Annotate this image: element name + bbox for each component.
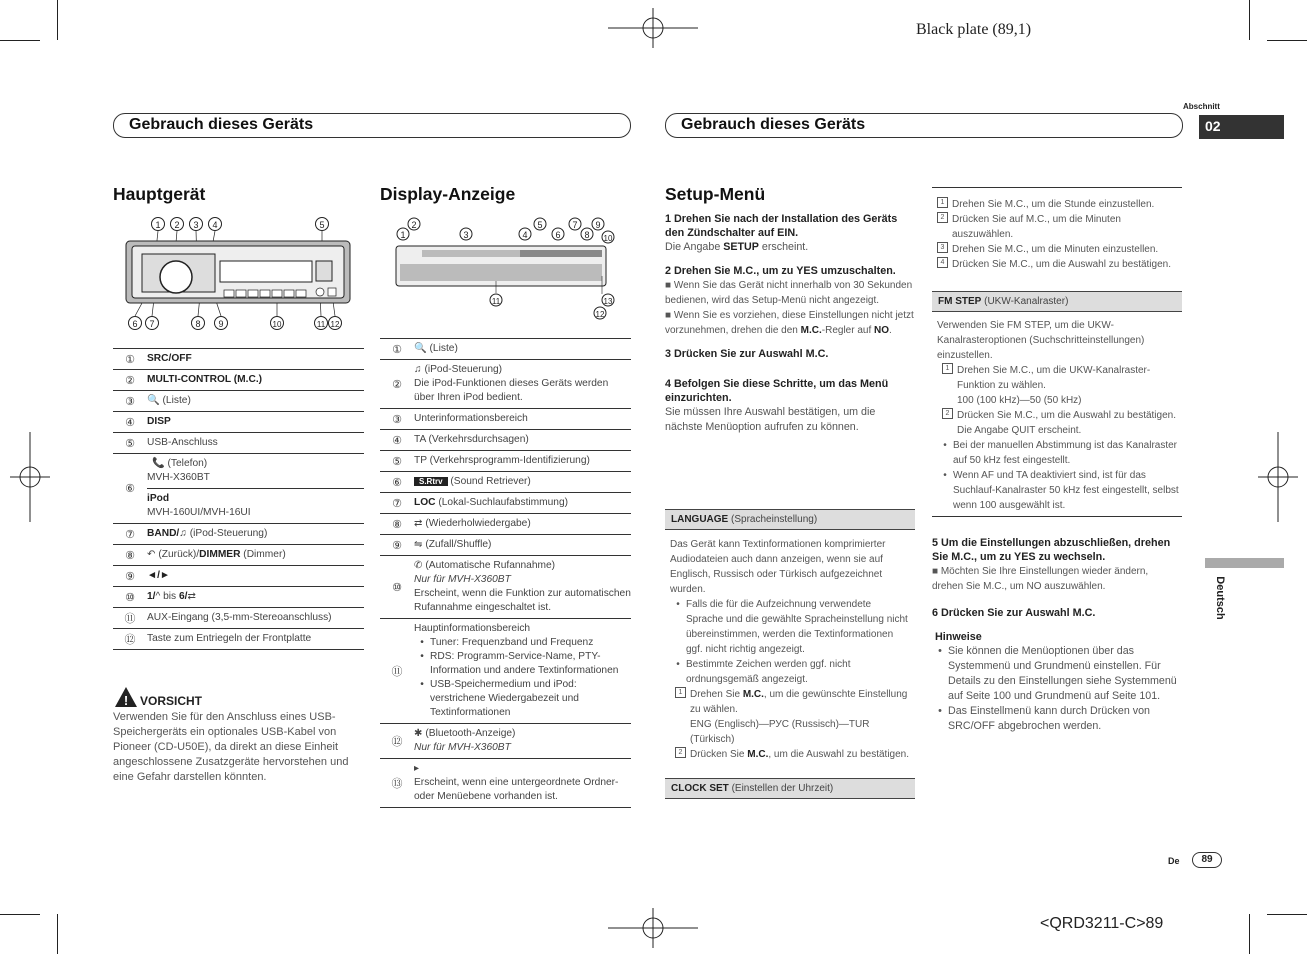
svg-text:4: 4 — [212, 220, 218, 230]
page-number: 89 — [1192, 852, 1222, 868]
search-icon: 🔍 — [414, 343, 427, 354]
table-row: ⑫ ✱ (Bluetooth-Anzeige) Nur für MVH-X360BT — [380, 723, 631, 758]
language-bar: LANGUAGE (Spracheinstellung) — [665, 509, 915, 530]
table-row: ③ 🔍 (Liste) — [113, 390, 364, 411]
list-item: 2 Drücken Sie auf M.C., um die Minuten auszuwählen. — [932, 212, 1180, 242]
warning-icon — [114, 686, 138, 708]
step-5-note: ■ Möchten Sie Ihre Einstellungen wieder ändern, drehen Sie M.C., um NO auszuwählen. — [932, 566, 1149, 592]
section-header-right: Gebrauch dieses Geräts — [665, 113, 1183, 138]
svg-text:11: 11 — [491, 297, 501, 306]
shuffle-icon: ⇋ — [414, 539, 423, 550]
footer-code: <QRD3211-C>89 — [1040, 915, 1164, 932]
registration-mark-right — [1258, 432, 1298, 522]
svg-text:1: 1 — [155, 220, 161, 230]
svg-text:13: 13 — [603, 297, 613, 306]
step-6: 6 Drücken Sie zur Auswahl M.C. — [932, 607, 1096, 619]
display-table — [380, 338, 631, 808]
hauptgeraet-title: Hauptgerät — [113, 184, 206, 204]
registration-mark-left — [10, 432, 50, 522]
table-row: ② MULTI-CONTROL (M.C.) — [113, 369, 364, 390]
list-item: 1 Drehen Sie M.C., um die gewünschte Einstellung zu wählen. ENG (Englisch)—РУС (Russisch)—TUR (Türkisch) — [670, 687, 910, 747]
svg-text:3: 3 — [193, 220, 199, 230]
note-icon: ■ — [932, 566, 939, 577]
svg-text:11: 11 — [316, 320, 326, 329]
fm-step-bar: FM STEP (UKW-Kanalraster) — [932, 291, 1182, 312]
svg-text:9: 9 — [218, 319, 224, 329]
setup-title: Setup-Menü — [665, 184, 766, 204]
svg-text:6: 6 — [555, 230, 561, 240]
list-item: • Bestimmte Zeichen werden ggf. nicht ordnungsgemäß angezeigt. — [676, 659, 851, 685]
svg-text:8: 8 — [584, 230, 590, 240]
list-item: 2 Drücken Sie M.C., um die Auswahl zu bestätigen. — [670, 747, 910, 762]
back-icon: ↶ — [147, 549, 156, 560]
caution-text: Verwenden Sie für den Anschluss eines USB-Speichergeräts ein optionales USB-Kabel von Pioneer (CD-U50E), da direkt an diese Einheit angeschlossene Zusatzgeräte hervorstehen und eine Gefahr darstellen könnten. — [113, 711, 349, 783]
fm-text: Verwenden Sie FM STEP, um die UKW-Kanalrasteroptionen (Suchschritteinstellungen) einzustellen. — [937, 320, 1145, 361]
table-row: ⑤ TP (Verkehrsprogramm-Identifizierung) — [380, 450, 631, 471]
step-2: 2 Drehen Sie M.C., um zu YES umzuschalten. — [665, 265, 896, 277]
list-item: 4 Drücken Sie M.C., um die Auswahl zu bestätigen. — [932, 257, 1180, 272]
svg-text:10: 10 — [272, 320, 282, 329]
registration-mark-bottom — [608, 908, 698, 948]
list-item: • Sie können die Menüoptionen über das Systemmenü und Grundmenü einstellen. Für Details zu den Einstellungen siehe Systemmenü auf Seite 100 und Grundmenü auf Seite 101. — [938, 645, 1177, 702]
table-row: ⑥ S.Rtrv (Sound Retriever) — [380, 471, 631, 492]
ipod-icon: ♫ — [179, 528, 187, 539]
registration-mark-top — [608, 8, 698, 48]
table-row: ⑨ ◄/► — [113, 565, 364, 586]
table-row: ③ Unterinformationsbereich — [380, 408, 631, 429]
list-item: 3 Drehen Sie M.C., um die Minuten einzustellen. — [932, 242, 1180, 257]
table-row: ⑥ 📞 (Telefon) MVH-X360BT iPod MVH-160UI/MVH-16UI — [113, 453, 364, 523]
page-lang: De — [1168, 856, 1180, 866]
svg-text:7: 7 — [572, 220, 578, 230]
table-row: ⑤ USB-Anschluss — [113, 432, 364, 453]
svg-text:4: 4 — [522, 230, 528, 240]
svg-text:5: 5 — [319, 220, 325, 230]
table-row: ⑨ ⇋ (Zufall/Shuffle) — [380, 534, 631, 555]
table-row: ⑦ LOC (Lokal-Suchlaufabstimmung) — [380, 492, 631, 513]
side-tab-label: Deutsch — [1214, 576, 1226, 620]
section-header-left: Gebrauch dieses Geräts — [113, 113, 631, 138]
step-1-text: Die Angabe SETUP erscheint. — [665, 241, 809, 253]
list-item: 1 Drehen Sie M.C., um die UKW-Kanalraster-Funktion zu wählen. 100 (100 kHz)—50 (50 kHz) — [937, 363, 1179, 408]
table-row: ⑦ BAND/♫ (iPod-Steuerung) — [113, 523, 364, 544]
step-1: 1 Drehen Sie nach der Installation des Geräts den Zündschalter auf EIN. — [665, 213, 898, 239]
display-illustration — [392, 214, 620, 324]
table-row: ⑫ Taste zum Entriegeln der Frontplatte — [113, 628, 364, 649]
table-row: ⑪ AUX-Eingang (3,5-mm-Stereoanschluss) — [113, 607, 364, 628]
step-4: 4 Befolgen Sie diese Schritte, um das Menü einzurichten. — [665, 378, 889, 404]
language-text: Das Gerät kann Textinformationen komprimierter Audiodateien auch dann anzeigen, wenn sie auf Englisch, Russisch oder Türkisch aufgezeichnet wurden. — [670, 539, 886, 595]
svg-text:2: 2 — [174, 220, 180, 230]
plate-label: Black plate (89,1) — [916, 21, 1032, 38]
up-icon: ^ — [155, 591, 161, 602]
svg-text:9: 9 — [595, 220, 601, 230]
svg-text:12: 12 — [595, 310, 605, 319]
svg-text:10: 10 — [603, 234, 613, 243]
note-icon: ■ — [665, 310, 672, 321]
list-item: • Bei der manuellen Abstimmung ist das Kanalraster auf 50 kHz fest eingestellt. — [943, 440, 1178, 466]
folder-level-icon: ▸ — [414, 763, 420, 774]
table-row: ⑧ ⇄ (Wiederholwiedergabe) — [380, 513, 631, 534]
table-row: ⑩ ✆ (Automatische Rufannahme) Nur für MVH-X360BT Erscheint, wenn die Funktion zur automatischen Rufannahme eingeschaltet ist. — [380, 555, 631, 618]
repeat-icon: ⇄ — [187, 591, 197, 602]
search-icon: 🔍 — [147, 395, 160, 406]
table-row: ④ DISP — [113, 411, 364, 432]
ipod-icon: ♫ — [414, 364, 422, 375]
list-item: • Das Einstellmenü kann durch Drücken von SRC/OFF abgebrochen werden. — [938, 705, 1150, 732]
svg-text:3: 3 — [463, 230, 469, 240]
display-title: Display-Anzeige — [380, 184, 516, 204]
section-number: 02 — [1199, 115, 1284, 139]
abschnitt-label: Abschnitt — [1183, 102, 1220, 111]
main-unit-illustration — [120, 214, 360, 334]
caution-title: VORSICHT — [140, 694, 203, 708]
svg-text:12: 12 — [330, 320, 340, 329]
repeat-icon: ⇄ — [414, 518, 423, 529]
list-item: • Falls die für die Aufzeichnung verwendete Sprache und die gewählte Spracheinstellung nicht übereinstimmen, werden die Textinformationen ggf. nicht richtig angezeigt. — [676, 599, 908, 655]
svg-text:6: 6 — [132, 319, 138, 329]
step-2-note-2: ■ Wenn Sie es vorziehen, diese Einstellungen nicht jetzt vorzunehmen, drehen die den M.C.-Regler auf NO. — [665, 310, 914, 336]
step-4-text: Sie müssen Ihre Auswahl bestätigen, um die nächste Menüoption aufrufen zu können. — [665, 406, 876, 433]
list-item: 1 Drehen Sie M.C., um die Stunde einzustellen. — [932, 197, 1180, 212]
step-3: 3 Drücken Sie zur Auswahl M.C. — [665, 348, 829, 360]
table-row: ② ♫ (iPod-Steuerung) Die iPod-Funktionen dieses Geräts werden über Ihren iPod bedient. — [380, 359, 631, 408]
hinweise-title: Hinweise — [935, 631, 982, 643]
list-item: • Wenn AF und TA deaktiviert sind, ist für das Suchlauf-Kanalraster 50 kHz fest eingestellt, selbst wenn 100 ausgewählt ist. — [943, 470, 1179, 511]
list-item: 2 Drücken Sie M.C., um die Auswahl zu bestätigen. Die Angabe QUIT erscheint. — [937, 408, 1179, 438]
table-row: ① SRC/OFF — [113, 348, 364, 369]
note-icon: ■ — [665, 280, 672, 291]
table-row: ⑪ Hauptinformationsbereich • Tuner: Frequenzband und Frequenz • RDS: Programm-Service-Name, PTY-Information und andere Textinformationen • USB-Speichermedium und iPod: verstrichene Wiedergabezeit und Textinformationen — [380, 618, 631, 723]
step-2-note-1: ■ Wenn Sie das Gerät nicht innerhalb von 30 Sekunden bedienen, wird das Setup-Menü nicht angezeigt. — [665, 280, 913, 306]
svg-text:!: ! — [123, 693, 129, 708]
svg-text:5: 5 — [537, 220, 543, 230]
clock-bar: CLOCK SET (Einstellen der Uhrzeit) — [665, 778, 915, 799]
hauptgeraet-table — [113, 348, 364, 650]
table-row: ⑬ ▸ Erscheint, wenn eine untergeordnete Ordner- oder Menüebene vorhanden ist. — [380, 758, 631, 807]
side-tab — [1205, 558, 1284, 568]
svg-text:8: 8 — [195, 319, 201, 329]
table-row: ⑧ ↶ (Zurück)/DIMMER (Dimmer) — [113, 544, 364, 565]
auto-answer-icon: ✆ — [414, 560, 423, 571]
sound-retriever-icon: S.Rtrv — [414, 477, 448, 486]
phone-icon: 📞 — [152, 458, 165, 469]
table-row: ① 🔍 (Liste) — [380, 338, 631, 359]
table-row: ⑩ 1/^ bis 6/⇄ — [113, 586, 364, 607]
bluetooth-icon: ✱ — [414, 728, 423, 739]
svg-text:2: 2 — [411, 220, 417, 230]
step-5: 5 Um die Einstellungen abzuschließen, drehen Sie M.C., um zu YES zu wechseln. — [932, 537, 1171, 563]
svg-text:7: 7 — [149, 319, 155, 329]
svg-text:1: 1 — [400, 230, 406, 240]
table-row: ④ TA (Verkehrsdurchsagen) — [380, 429, 631, 450]
